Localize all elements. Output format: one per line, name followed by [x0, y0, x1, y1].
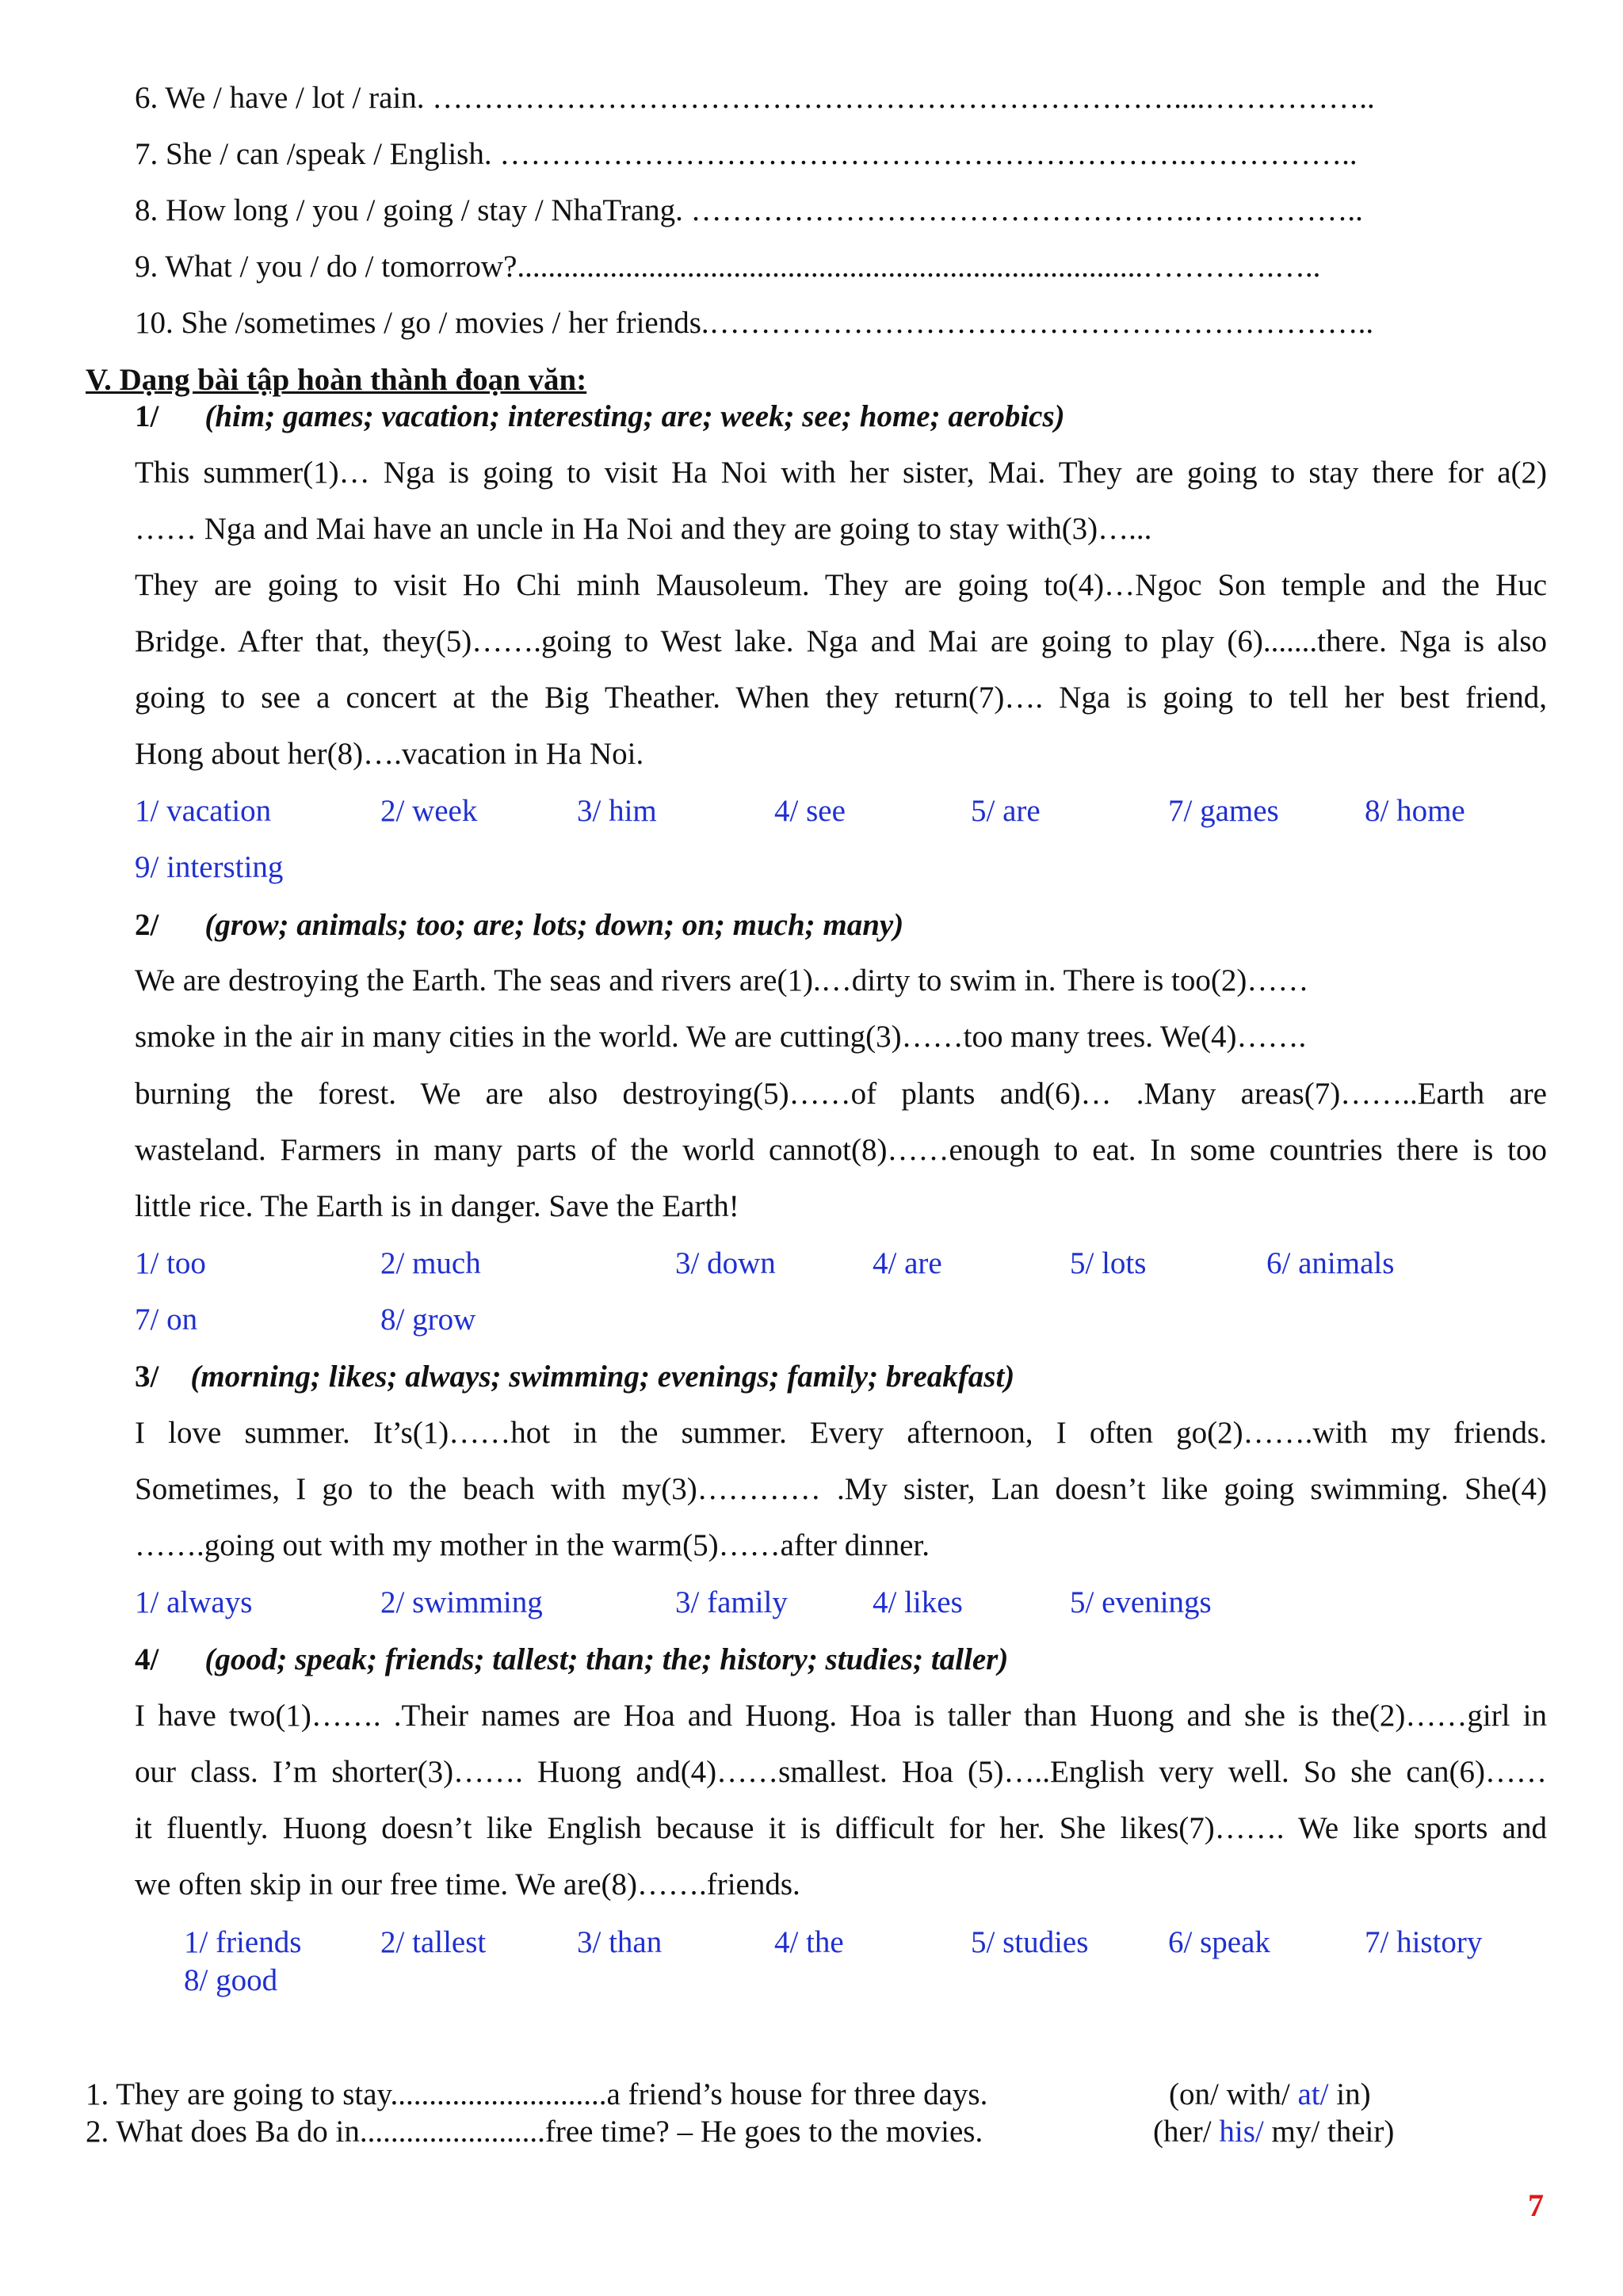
- ex1-passage-line: This summer(1)… Nga is going to visit Ha Noi with her sister, Mai. They are going to stay there for a(2): [135, 456, 1547, 490]
- ex1-number: 1/: [135, 399, 159, 433]
- ex3-answer: 1/ always: [135, 1585, 253, 1619]
- ex1-answer: 3/ him: [577, 794, 657, 828]
- ex4-passage-line: it fluently. Huong doesn’t like English because it is difficult for her. She likes(7)……. We like sports and: [135, 1811, 1547, 1845]
- ex1-passage-line: …… Nga and Mai have an uncle in Ha Noi and they are going to stay with(3)…...: [135, 512, 1152, 546]
- ex1-answer: 2/ week: [380, 794, 478, 828]
- ex2-answer: 2/ much: [380, 1246, 481, 1280]
- ex2-passage-line: smoke in the air in many cities in the world. We are cutting(3)……too many trees. We(4)…….: [135, 1020, 1307, 1054]
- ex1-passage-line: Hong about her(8)….vacation in Ha Noi.: [135, 737, 644, 771]
- ex2-passage-line: wasteland. Farmers in many parts of the world cannot(8)……enough to eat. In some countries there is too: [135, 1133, 1547, 1167]
- ex4-word-options: [135, 1639, 1547, 1680]
- sentence-line-9: 9. What / you / do / tomorrow?.................................................................................………….…..: [135, 250, 1321, 284]
- ex4-passage-line: we often skip in our free time. We are(8)…….friends.: [135, 1867, 800, 1901]
- choice-options: my/ their): [1263, 2115, 1395, 2149]
- choice-options: (her/: [1153, 2115, 1220, 2149]
- ex4-number: 4/: [135, 1642, 159, 1676]
- ex3-passage-line: …….going out with my mother in the warm(5)……after dinner.: [135, 1528, 930, 1562]
- ex4-answer: 4/ the: [774, 1925, 844, 1959]
- ex2-answer: 5/ lots: [1070, 1246, 1147, 1280]
- sentence-line-8: 8. How long / you / going / stay / NhaTrang. ………………………………………….……………..: [135, 193, 1363, 227]
- ex1-answer: 8/ home: [1365, 794, 1465, 828]
- ex1-word-options: [135, 396, 1547, 437]
- ex4-answer: 1/ friends: [184, 1925, 302, 1959]
- ex2-answer: 7/ on: [135, 1302, 198, 1337]
- mcq-question-1: 1. They are going to stay............................a friend’s house for three days.: [86, 2077, 988, 2111]
- ex4-answer: 7/ history: [1365, 1925, 1483, 1959]
- choice-options: in): [1328, 2077, 1371, 2111]
- ex1-answer: 4/ see: [774, 794, 846, 828]
- ex2-passage-line: little rice. The Earth is in danger. Save the Earth!: [135, 1189, 739, 1223]
- choice-options: (on/ with/: [1169, 2077, 1298, 2111]
- sentence-line-7: 7. She / can /speak / English. ………………………………………………………….……………..: [135, 137, 1358, 171]
- ex2-passage-line: We are destroying the Earth. The seas and rivers are(1).…dirty to swim in. There is too(2)……: [135, 963, 1309, 997]
- ex3-answer: 2/ swimming: [380, 1585, 543, 1619]
- ex2-answer: 3/ down: [675, 1246, 776, 1280]
- ex2-answer: 8/ grow: [380, 1302, 476, 1337]
- page-number: 7: [1528, 2187, 1544, 2223]
- ex4-answer: 3/ than: [577, 1925, 663, 1959]
- ex2-number: 2/: [135, 908, 159, 942]
- ex4-answer: 6/ speak: [1168, 1925, 1270, 1959]
- ex1-answer: 9/ intersting: [135, 850, 284, 884]
- ex2-passage-line: burning the forest. We are also destroying(5)……of plants and(6)… .Many areas(7)……..Earth are: [135, 1077, 1547, 1111]
- ex2-word-options: [135, 905, 1547, 946]
- ex2-answer: 6/ animals: [1266, 1246, 1395, 1280]
- sentence-line-10: 10. She /sometimes / go / movies / her friends.………………………………………………………..: [135, 306, 1374, 340]
- sentence-line-6: 6. We / have / lot / rain. ………………………………………………………………....……………..: [135, 81, 1375, 115]
- ex3-answer: 4/ likes: [873, 1585, 963, 1619]
- choice-answer: his/: [1219, 2115, 1264, 2149]
- ex1-passage-line: They are going to visit Ho Chi minh Mausoleum. They are going to(4)…Ngoc Son temple and the Huc: [135, 568, 1547, 602]
- mcq-choices-1: [1169, 2076, 1371, 2114]
- ex2-answer: 1/ too: [135, 1246, 206, 1280]
- ex4-options-text: (good; speak; friends; tallest; than; the; history; studies; taller): [204, 1642, 1009, 1676]
- choice-answer: at/: [1297, 2077, 1329, 2111]
- ex4-answer: 8/ good: [184, 1963, 278, 1997]
- ex4-answer: 2/ tallest: [380, 1925, 487, 1959]
- ex3-passage-line: I love summer. It’s(1)……hot in the summer. Every afternoon, I often go(2)…….with my friends.: [135, 1416, 1547, 1450]
- ex3-number: 3/: [135, 1360, 159, 1394]
- ex4-answer: 5/ studies: [971, 1925, 1089, 1959]
- ex3-options-text: (morning; likes; always; swimming; evenings; family; breakfast): [190, 1360, 1015, 1394]
- ex1-answer: 7/ games: [1168, 794, 1279, 828]
- ex4-passage-line: our class. I’m shorter(3)……. Huong and(4)……smallest. Hoa (5)…..English very well. So she can(6)……: [135, 1755, 1547, 1789]
- ex2-answer: 4/ are: [873, 1246, 942, 1280]
- mcq-question-2: 2. What does Ba do in........................free time? – He goes to the movies.: [86, 2115, 983, 2149]
- section-title: V. Dạng bài tập hoàn thành đoạn văn:: [86, 363, 587, 397]
- ex1-passage-line: going to see a concert at the Big Theather. When they return(7)…. Nga is going to tell her best friend,: [135, 681, 1547, 715]
- ex3-word-options: [135, 1356, 1547, 1398]
- ex1-options-text: (him; games; vacation; interesting; are; week; see; home; aerobics): [204, 399, 1065, 433]
- mcq-choices-2: [1153, 2113, 1394, 2151]
- ex4-passage-line: I have two(1)……. .Their names are Hoa and Huong. Hoa is taller than Huong and she is the(2)……girl in: [135, 1699, 1547, 1733]
- ex2-options-text: (grow; animals; too; are; lots; down; on; much; many): [204, 908, 904, 942]
- ex3-answer: 5/ evenings: [1070, 1585, 1212, 1619]
- ex3-answer: 3/ family: [675, 1585, 788, 1619]
- ex1-passage-line: Bridge. After that, they(5)…….going to West lake. Nga and Mai are going to play (6).......there. Nga is also: [135, 624, 1547, 658]
- ex1-answer: 1/ vacation: [135, 794, 272, 828]
- ex1-answer: 5/ are: [971, 794, 1041, 828]
- ex3-passage-line: Sometimes, I go to the beach with my(3)………… .My sister, Lan doesn’t like going swimming. She(4): [135, 1472, 1547, 1506]
